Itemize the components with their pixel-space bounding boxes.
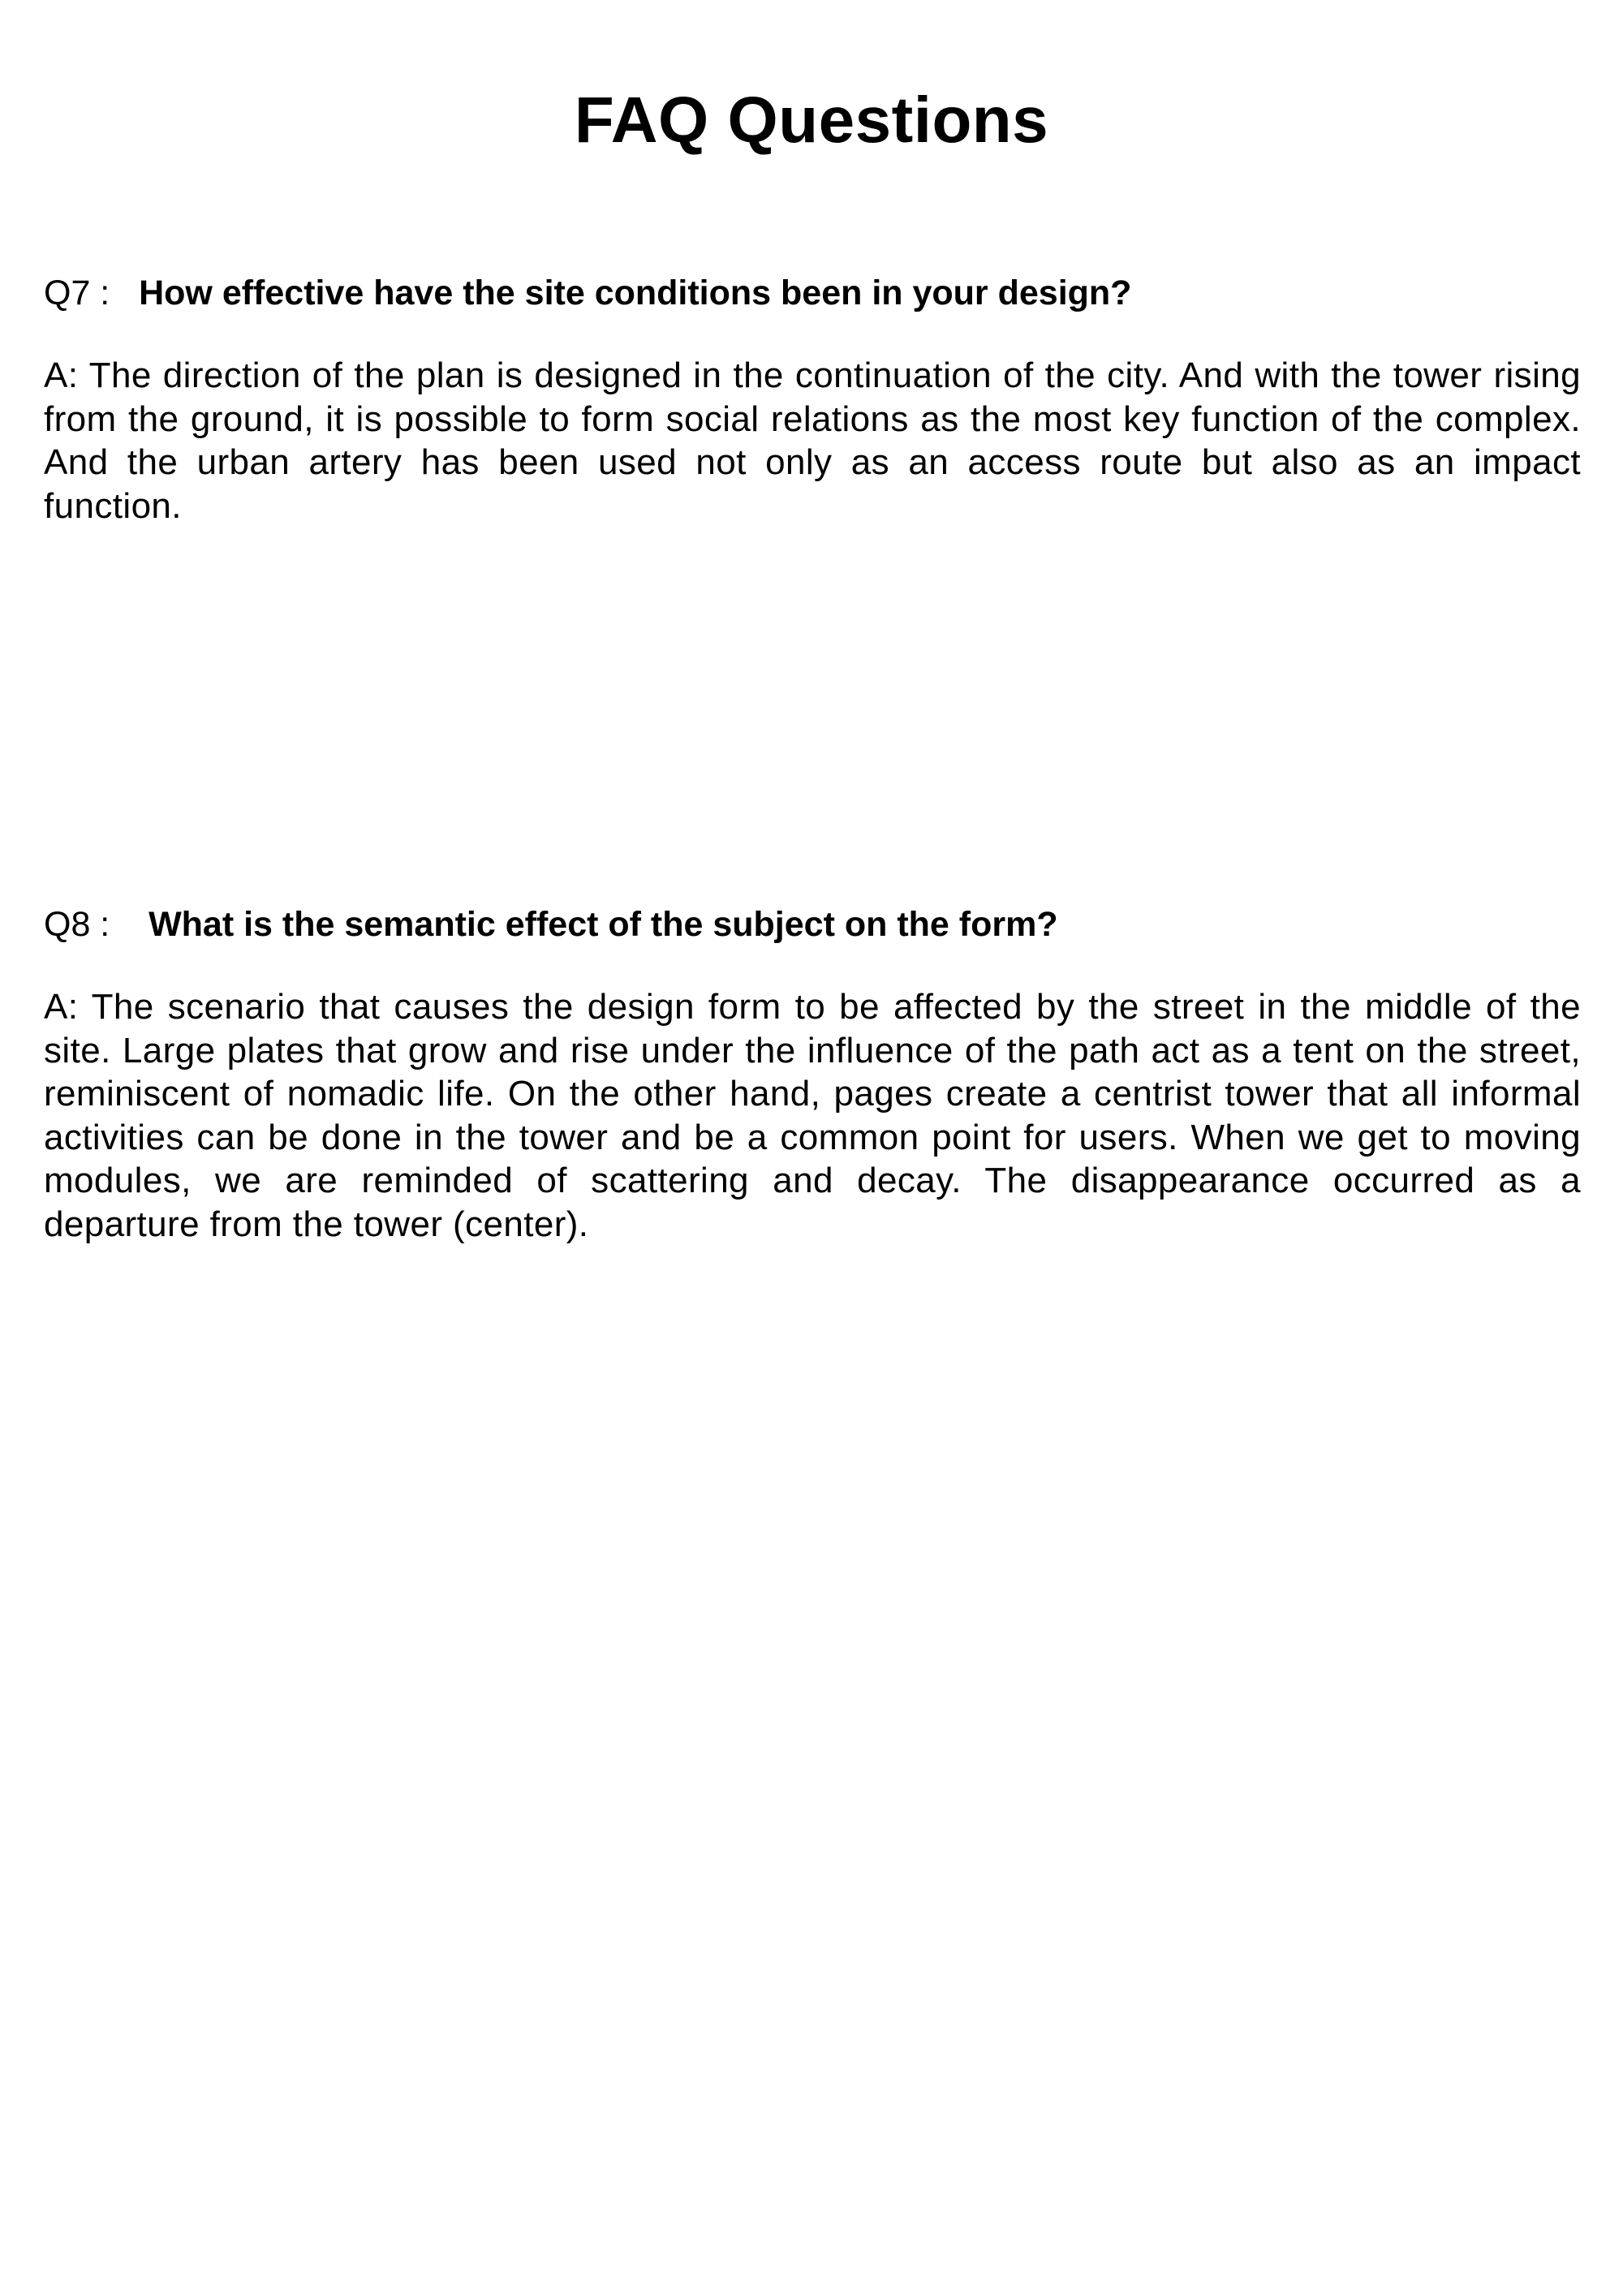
question-line [44,268,1581,318]
question-line [44,899,1581,950]
question-number: Q8 : [44,905,110,944]
faq-item-q7 [44,268,1581,528]
question-text: How effective have the site conditions been in your design? [139,274,1132,312]
faq-item-q8 [44,899,1581,1246]
question-number: Q7 : [44,274,110,312]
answer-text: A: The scenario that causes the design form to be affected by the street in the middle of the site. Large plates that grow and rise under the influence of the path act as a tent on the street, reminiscent of nomadic life. On the other hand, pages create a centrist tower that all informal activities can be done in the tower and be a common point for users. When we get to moving modules, we are reminded of scattering and decay. The disappearance occurred as a departure from the tower (center). [44,987,1581,1244]
question-text: What is the semantic effect of the subject on the form? [149,905,1058,944]
answer-text: A: The direction of the plan is designed in the continuation of the city. And with the tower rising from the ground, it is possible to form social relations as the most key function of the complex. And the urban artery has been used not only as an access route but also as an impact function. [44,355,1581,526]
page-title: FAQ Questions [574,84,1049,156]
